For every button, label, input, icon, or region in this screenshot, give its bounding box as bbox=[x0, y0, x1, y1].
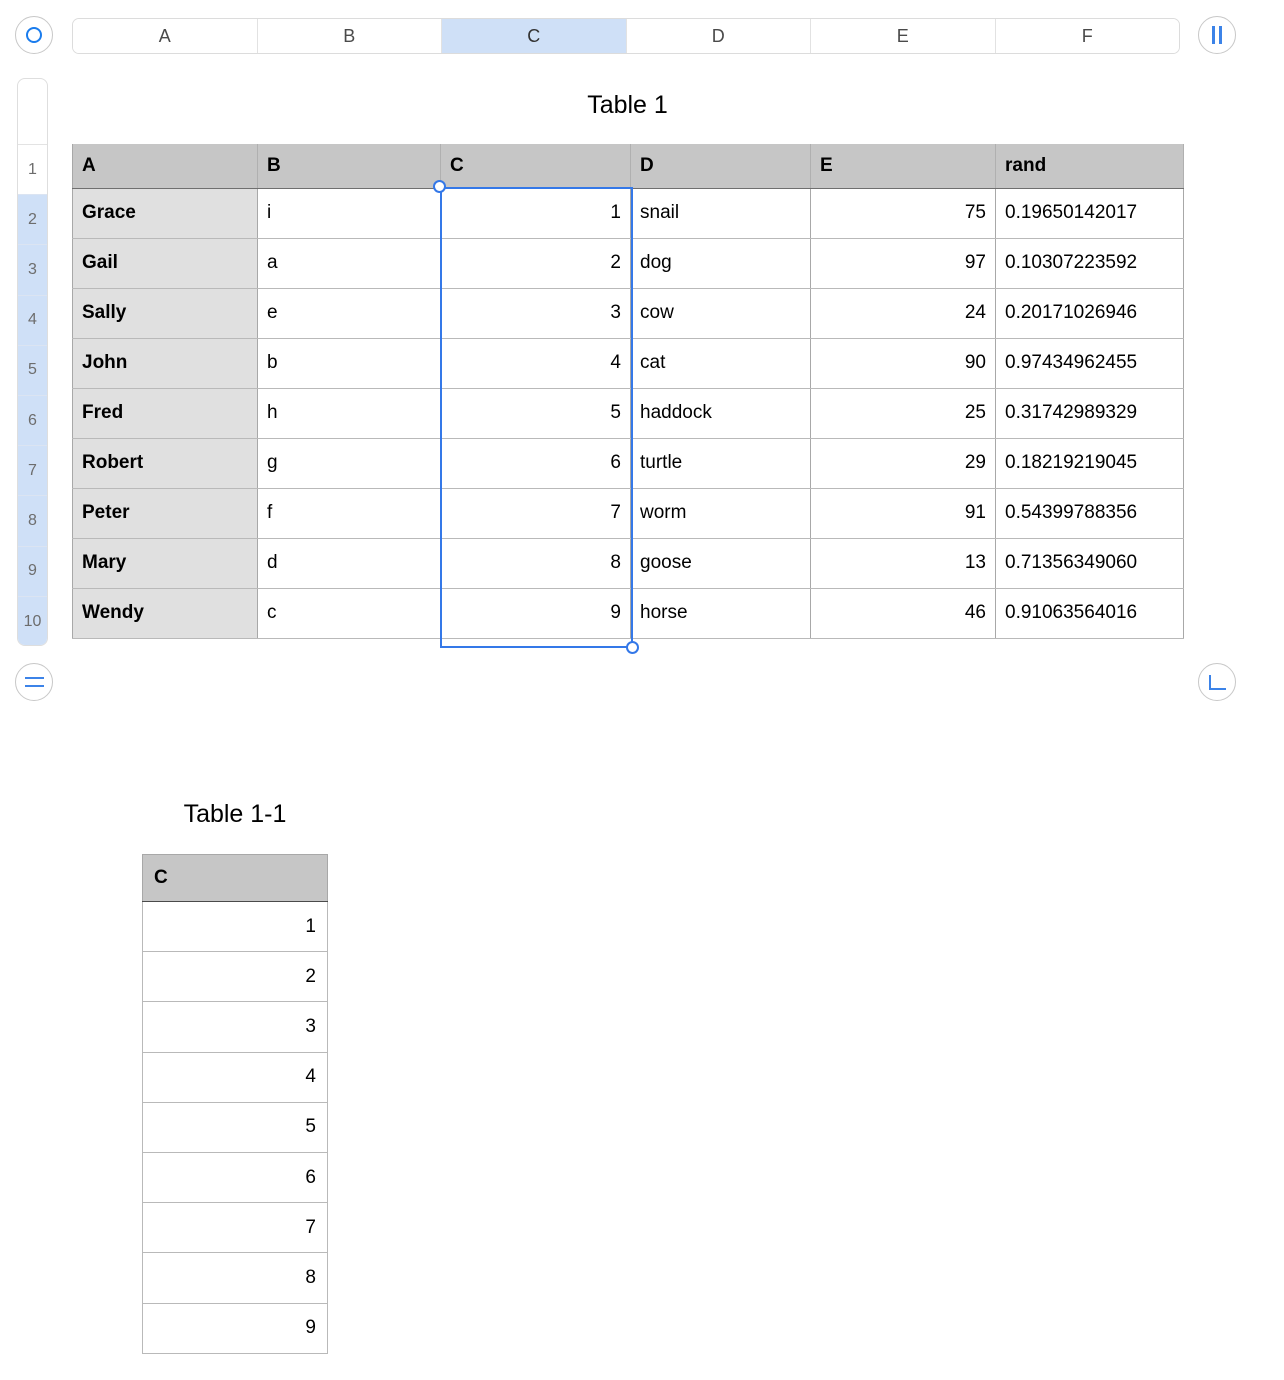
list-item bbox=[143, 1102, 328, 1152]
resize-corner-button[interactable] bbox=[1198, 663, 1236, 701]
cell-b3[interactable]: a bbox=[258, 238, 441, 288]
list-item bbox=[143, 1303, 328, 1353]
table2-header-row bbox=[143, 855, 328, 902]
table1-col-header-rand[interactable]: rand bbox=[996, 144, 1184, 188]
cell-rand9[interactable]: 0.71356349060 bbox=[996, 538, 1184, 588]
row-gutter-spacer bbox=[18, 79, 47, 145]
column-tab-a[interactable]: A bbox=[73, 19, 258, 53]
selection-handle-top-left[interactable] bbox=[433, 180, 446, 193]
table-row bbox=[73, 238, 1184, 288]
row-header-9[interactable]: 9 bbox=[18, 547, 47, 597]
cell-c4[interactable]: 3 bbox=[441, 288, 631, 338]
list-item bbox=[143, 1152, 328, 1202]
table2-cell-9[interactable]: 9 bbox=[143, 1303, 328, 1353]
table2-cell-8[interactable]: 8 bbox=[143, 1253, 328, 1303]
column-tab-e[interactable]: E bbox=[811, 19, 996, 53]
table2-cell-3[interactable]: 3 bbox=[143, 1002, 328, 1052]
list-item bbox=[143, 952, 328, 1002]
column-tab-f[interactable]: F bbox=[996, 19, 1180, 53]
cell-d9[interactable]: goose bbox=[631, 538, 811, 588]
row-header-6[interactable]: 6 bbox=[18, 396, 47, 446]
cell-a6[interactable]: Fred bbox=[73, 388, 258, 438]
cell-rand4[interactable]: 0.20171026946 bbox=[996, 288, 1184, 338]
cell-c5[interactable]: 4 bbox=[441, 338, 631, 388]
pause-icon bbox=[1211, 26, 1223, 44]
cell-a3[interactable]: Gail bbox=[73, 238, 258, 288]
cell-a7[interactable]: Robert bbox=[73, 438, 258, 488]
cell-rand8[interactable]: 0.54399788356 bbox=[996, 488, 1184, 538]
cell-rand6[interactable]: 0.31742989329 bbox=[996, 388, 1184, 438]
cell-d8[interactable]: worm bbox=[631, 488, 811, 538]
pause-toggle-button[interactable] bbox=[1198, 16, 1236, 54]
cell-e7[interactable]: 29 bbox=[811, 438, 996, 488]
cell-a2[interactable]: Grace bbox=[73, 188, 258, 238]
table1-col-header-d[interactable]: D bbox=[631, 144, 811, 188]
table1-col-header-b[interactable]: B bbox=[258, 144, 441, 188]
list-item bbox=[143, 1203, 328, 1253]
cell-rand2[interactable]: 0.19650142017 bbox=[996, 188, 1184, 238]
list-item bbox=[143, 1253, 328, 1303]
table-row bbox=[73, 488, 1184, 538]
row-header-4[interactable]: 4 bbox=[18, 296, 47, 346]
cell-d10[interactable]: horse bbox=[631, 588, 811, 638]
cell-e6[interactable]: 25 bbox=[811, 388, 996, 438]
corner-resize-icon bbox=[1209, 675, 1226, 690]
cell-d3[interactable]: dog bbox=[631, 238, 811, 288]
table2-cell-1[interactable]: 1 bbox=[143, 902, 328, 952]
cell-rand5[interactable]: 0.97434962455 bbox=[996, 338, 1184, 388]
list-item bbox=[143, 1052, 328, 1102]
column-tab-strip bbox=[72, 18, 1180, 54]
cell-d7[interactable]: turtle bbox=[631, 438, 811, 488]
cell-rand3[interactable]: 0.10307223592 bbox=[996, 238, 1184, 288]
table2-cell-7[interactable]: 7 bbox=[143, 1203, 328, 1253]
circle-toggle-button[interactable] bbox=[15, 16, 53, 54]
cell-c6[interactable]: 5 bbox=[441, 388, 631, 438]
cell-d2[interactable]: snail bbox=[631, 188, 811, 238]
table1-col-header-a[interactable]: A bbox=[73, 144, 258, 188]
cell-b10[interactable]: c bbox=[258, 588, 441, 638]
cell-b5[interactable]: b bbox=[258, 338, 441, 388]
list-item bbox=[143, 902, 328, 952]
row-header-8[interactable]: 8 bbox=[18, 496, 47, 546]
table1-title: Table 1 bbox=[587, 91, 668, 119]
table2-col-header-c[interactable]: C bbox=[143, 855, 328, 902]
table1-col-header-c[interactable]: C bbox=[441, 144, 631, 188]
column-tab-c[interactable]: C bbox=[442, 19, 627, 53]
cell-e3[interactable]: 97 bbox=[811, 238, 996, 288]
table-row bbox=[73, 538, 1184, 588]
table2 bbox=[142, 854, 328, 1354]
row-header-3[interactable]: 3 bbox=[18, 245, 47, 295]
table2-cell-2[interactable]: 2 bbox=[143, 952, 328, 1002]
cell-e9[interactable]: 13 bbox=[811, 538, 996, 588]
cell-b7[interactable]: g bbox=[258, 438, 441, 488]
cell-b6[interactable]: h bbox=[258, 388, 441, 438]
cell-b4[interactable]: e bbox=[258, 288, 441, 338]
table1-col-header-e[interactable]: E bbox=[811, 144, 996, 188]
cell-b2[interactable]: i bbox=[258, 188, 441, 238]
cell-rand10[interactable]: 0.91063564016 bbox=[996, 588, 1184, 638]
cell-e8[interactable]: 91 bbox=[811, 488, 996, 538]
column-tab-d[interactable]: D bbox=[627, 19, 812, 53]
circle-icon bbox=[26, 27, 42, 43]
cell-a9[interactable]: Mary bbox=[73, 538, 258, 588]
cell-a4[interactable]: Sally bbox=[73, 288, 258, 338]
cell-c2[interactable]: 1 bbox=[441, 188, 631, 238]
cell-e5[interactable]: 90 bbox=[811, 338, 996, 388]
cell-b9[interactable]: d bbox=[258, 538, 441, 588]
cell-a8[interactable]: Peter bbox=[73, 488, 258, 538]
cell-d5[interactable]: cat bbox=[631, 338, 811, 388]
selection-handle-bottom-right[interactable] bbox=[626, 641, 639, 654]
table1-header-row bbox=[73, 144, 1184, 188]
cell-c7[interactable]: 6 bbox=[441, 438, 631, 488]
equals-icon bbox=[25, 677, 44, 688]
row-number-gutter[interactable] bbox=[17, 78, 48, 646]
row-header-1[interactable]: 1 bbox=[18, 145, 47, 195]
cell-c8[interactable]: 7 bbox=[441, 488, 631, 538]
cell-e10[interactable]: 46 bbox=[811, 588, 996, 638]
cell-e2[interactable]: 75 bbox=[811, 188, 996, 238]
cell-d4[interactable]: cow bbox=[631, 288, 811, 338]
top-toolbar bbox=[0, 0, 1284, 70]
table2-title: Table 1-1 bbox=[183, 800, 287, 828]
equals-button[interactable] bbox=[15, 663, 53, 701]
column-tab-b[interactable]: B bbox=[258, 19, 443, 53]
table2-cell-6[interactable]: 6 bbox=[143, 1152, 328, 1202]
table-row bbox=[73, 438, 1184, 488]
cell-rand7[interactable]: 0.18219219045 bbox=[996, 438, 1184, 488]
table-row bbox=[73, 388, 1184, 438]
cell-c10[interactable]: 9 bbox=[441, 588, 631, 638]
row-header-2[interactable]: 2 bbox=[18, 195, 47, 245]
table-row bbox=[73, 288, 1184, 338]
table-row bbox=[73, 338, 1184, 388]
cell-e4[interactable]: 24 bbox=[811, 288, 996, 338]
cell-a5[interactable]: John bbox=[73, 338, 258, 388]
table-row bbox=[73, 188, 1184, 238]
list-item bbox=[143, 1002, 328, 1052]
cell-d6[interactable]: haddock bbox=[631, 388, 811, 438]
row-header-10[interactable]: 10 bbox=[18, 597, 47, 646]
row-header-5[interactable]: 5 bbox=[18, 346, 47, 396]
table2-cell-4[interactable]: 4 bbox=[143, 1052, 328, 1102]
cell-a10[interactable]: Wendy bbox=[73, 588, 258, 638]
cell-c9[interactable]: 8 bbox=[441, 538, 631, 588]
cell-c3[interactable]: 2 bbox=[441, 238, 631, 288]
table2-cell-5[interactable]: 5 bbox=[143, 1102, 328, 1152]
table1 bbox=[72, 144, 1184, 639]
cell-b8[interactable]: f bbox=[258, 488, 441, 538]
row-header-7[interactable]: 7 bbox=[18, 446, 47, 496]
table-row bbox=[73, 588, 1184, 638]
